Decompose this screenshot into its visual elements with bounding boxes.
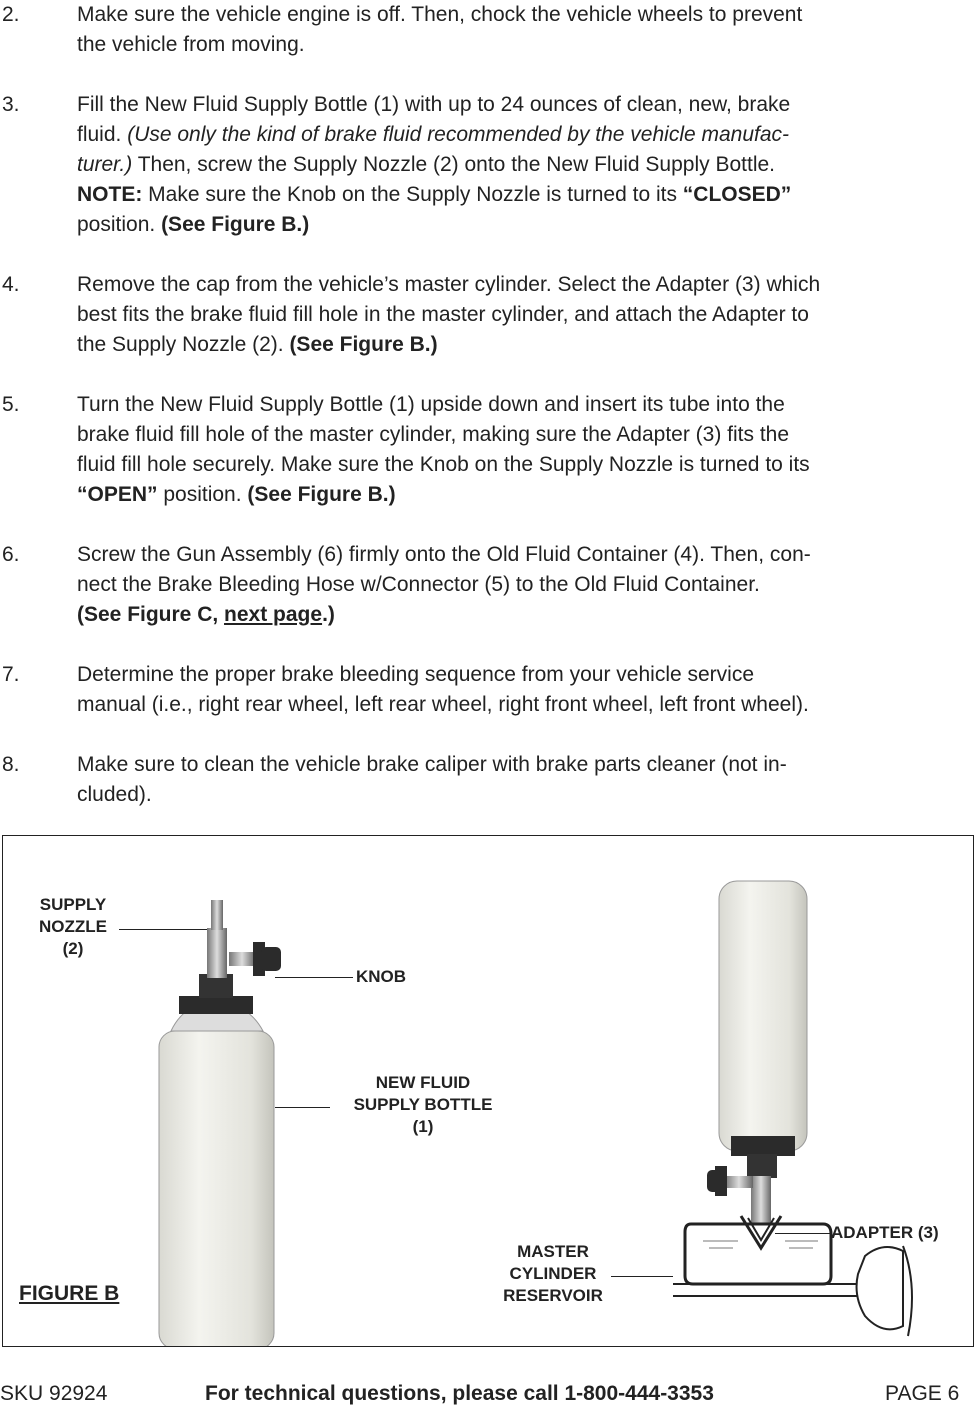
adapter-leader-line: [775, 1233, 830, 1234]
step-text-segment: “CLOSED”: [682, 183, 792, 206]
step-text: [77, 90, 970, 240]
supply-bottle-illustration: [159, 900, 281, 1346]
step-text-segment: .): [322, 603, 335, 626]
step-text-segment: (See Figure B.): [161, 213, 310, 236]
new-fluid-bottle-leader-line: [275, 1107, 330, 1108]
adapter-label: ADAPTER (3): [831, 1223, 939, 1242]
knob-leader-line: [275, 977, 353, 978]
step-text-segment: Turn the New Fluid Supply Bottle (1) upside down and insert its tube into the brake fluid fill hole of the master cylinder, making sure the Adapter (3) fits the fluid fill hole securely. Make sure the Knob on the Supply Nozzle is turned to its: [77, 393, 810, 476]
step-text-segment: Make sure the vehicle engine is off. Then, chock the vehicle wheels to prevent the vehicle from moving.: [77, 3, 803, 56]
master-cylinder-label: MASTER CYLINDER RESERVOIR: [503, 1242, 603, 1305]
step-number: 5.: [2, 393, 20, 416]
step-number: 4.: [2, 273, 20, 296]
step-text-segment[interactable]: next page: [224, 603, 323, 626]
figure-b: [2, 835, 974, 1347]
step-text-segment: position.: [77, 213, 156, 236]
step-number: 7.: [2, 663, 20, 686]
step-text-segment: Make sure the Knob on the Supply Nozzle is turned to its: [142, 183, 683, 206]
step-text: [77, 750, 970, 810]
figure-title: FIGURE B: [19, 1282, 120, 1305]
step-text-segment: Make sure to clean the vehicle brake caliper with brake parts cleaner (not in- cluded).: [77, 753, 787, 806]
step-text: [77, 660, 970, 720]
step-text-segment: (See Figure C,: [77, 603, 225, 626]
step-text-segment: position.: [157, 483, 248, 506]
step-number: 6.: [2, 543, 20, 566]
step-text-segment: (Use only the kind of brake fluid recommended by the vehicle manufac- turer.): [77, 123, 790, 176]
sku-text: SKU 92924: [0, 1382, 108, 1405]
step-text-segment: Remove the cap from the vehicle’s master cylinder. Select the Adapter (3) which best fits the brake fluid fill hole in the master cylinder, and attach the Adapter to the Supply Nozzle (2).: [77, 273, 821, 356]
inverted-bottle-illustration: [673, 881, 912, 1336]
tech-support-text: For technical questions, please call 1-800-444-3353: [205, 1382, 714, 1405]
step-number: 8.: [2, 753, 20, 776]
knob-label: KNOB: [356, 967, 407, 986]
step-number: 3.: [2, 93, 20, 116]
master-cylinder-leader-line: [611, 1276, 673, 1277]
step-text: [77, 540, 970, 630]
supply-nozzle-leader-line: [119, 929, 207, 930]
step-text: [77, 270, 970, 360]
step-text-segment: (See Figure B.): [289, 333, 438, 356]
page-number: PAGE 6: [885, 1382, 960, 1405]
new-fluid-bottle-label: NEW FLUID SUPPLY BOTTLE (1): [353, 1073, 493, 1136]
step-text-segment: Screw the Gun Assembly (6) firmly onto the Old Fluid Container (4). Then, con- nect the Brake Bleeding Hose w/Connector (5) to the Old Fluid Container.: [77, 543, 811, 596]
step-text-segment: Then, screw the Supply Nozzle (2) onto the New Fluid Supply Bottle.: [137, 153, 776, 176]
step-text: [77, 0, 970, 60]
step-text-segment: (See Figure B.): [247, 483, 396, 506]
supply-nozzle-label: SUPPLY NOZZLE (2): [39, 895, 107, 958]
step-text-segment: Fill the New Fluid Supply Bottle (1) with up to 24 ounces of clean, new, brake fluid.: [77, 93, 791, 146]
step-number: 2.: [2, 3, 20, 26]
step-text-segment: “OPEN”: [77, 483, 158, 506]
step-text-segment: NOTE:: [77, 183, 143, 206]
step-text-segment: Determine the proper brake bleeding sequence from your vehicle service manual (i.e., right rear wheel, left rear wheel, right front wheel, left front wheel).: [77, 663, 809, 716]
step-text: [77, 390, 970, 510]
